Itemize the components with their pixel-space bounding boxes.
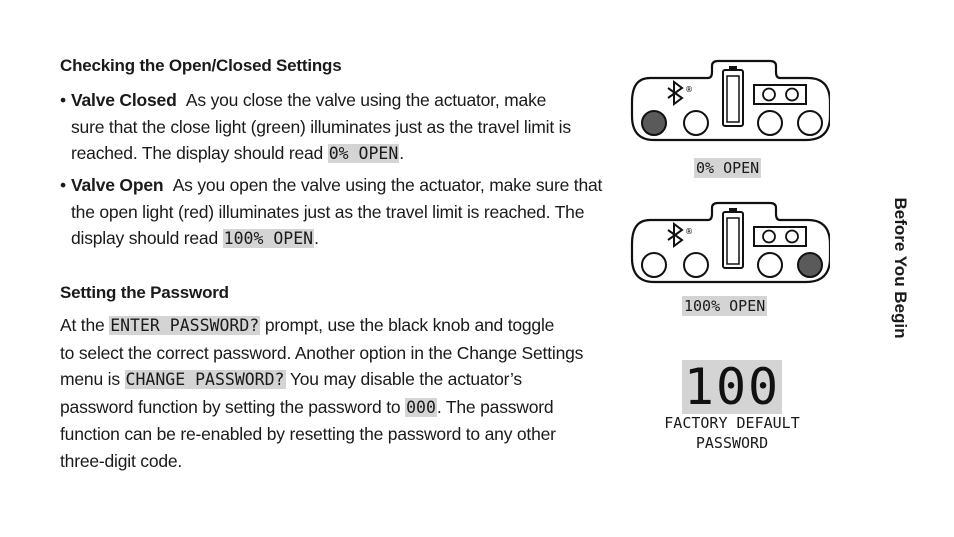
bullet-text-end: . <box>314 228 319 248</box>
bullet-text-end: . <box>399 143 404 163</box>
factory-label-line2: PASSWORD <box>695 434 769 452</box>
paragraph-text: three-digit code. <box>60 450 183 471</box>
factory-default-label <box>640 413 824 453</box>
bullet-term-valve-open: Valve Open <box>71 175 164 195</box>
bullet-text-line: reached. The display should read <box>71 143 328 163</box>
lcd-inline-000: 000 <box>406 397 436 417</box>
side-section-title: Before You Begin <box>891 197 910 339</box>
battery-icon <box>723 66 743 126</box>
bullet-valve-closed <box>60 87 620 168</box>
bullet-text-line: As you close the valve using the actuator, make <box>185 90 547 110</box>
lcd-inline-0-open: 0% OPEN <box>328 144 399 163</box>
open-light-indicator <box>798 111 822 135</box>
indicator-light <box>758 253 782 277</box>
lcd-caption-100-open: 100% OPEN <box>684 297 766 315</box>
paragraph-text: password function by setting the password to <box>60 396 406 417</box>
bullet-text-line: sure that the close light (green) illuminates just as the travel limit is <box>71 116 571 137</box>
section-heading-open-closed: Checking the Open/Closed Settings <box>60 56 342 75</box>
actuator-panel-open-diagram <box>630 200 830 290</box>
bullet-term-valve-closed: Valve Closed <box>71 90 177 110</box>
indicator-light <box>684 253 708 277</box>
bullet-text-line: the open light (red) illuminates just as the travel limit is reached. The <box>71 201 585 222</box>
bullet-text-line: display should read <box>71 228 223 248</box>
paragraph-text: You may disable the actuator’s <box>285 369 522 389</box>
close-light-indicator <box>642 111 666 135</box>
paragraph-text: . The password <box>436 396 554 417</box>
paragraph-text: function can be re-enabled by resetting the password to any other <box>60 424 556 444</box>
paragraph-text: to select the correct password. Another option in the Change Settings <box>60 342 584 363</box>
registered-mark: ® <box>685 227 693 236</box>
toggle-switch-icon <box>754 85 806 104</box>
indicator-light <box>684 111 708 135</box>
indicator-light <box>758 111 782 135</box>
open-light-indicator <box>798 253 822 277</box>
paragraph-text: At the <box>60 315 110 335</box>
section-heading-password: Setting the Password <box>60 283 229 302</box>
bullet-text-line: As you open the valve using the actuator, make sure that <box>172 175 603 195</box>
factory-label-line1: FACTORY DEFAULT <box>664 414 800 432</box>
bluetooth-icon <box>668 224 682 246</box>
actuator-panel-closed-diagram <box>630 58 830 148</box>
lcd-caption-0-open: 0% OPEN <box>696 159 760 177</box>
paragraph-text: prompt, use the black knob and toggle <box>260 315 555 335</box>
registered-mark: ® <box>685 85 693 94</box>
paragraph-text: menu is <box>60 369 125 389</box>
lcd-inline-enter-password: ENTER PASSWORD? <box>110 316 260 335</box>
password-paragraph <box>60 312 620 474</box>
bullet-mark: • <box>60 175 66 195</box>
bullet-valve-open <box>60 172 620 253</box>
lcd-inline-change-password: CHANGE PASSWORD? <box>125 370 285 389</box>
close-light-indicator <box>642 253 666 277</box>
bullet-mark: • <box>60 90 66 110</box>
lcd-inline-100-open: 100% OPEN <box>223 229 314 248</box>
factory-password-display: 100 <box>683 358 781 416</box>
bluetooth-icon <box>668 82 682 104</box>
toggle-switch-icon <box>754 227 806 246</box>
battery-icon <box>723 208 743 268</box>
